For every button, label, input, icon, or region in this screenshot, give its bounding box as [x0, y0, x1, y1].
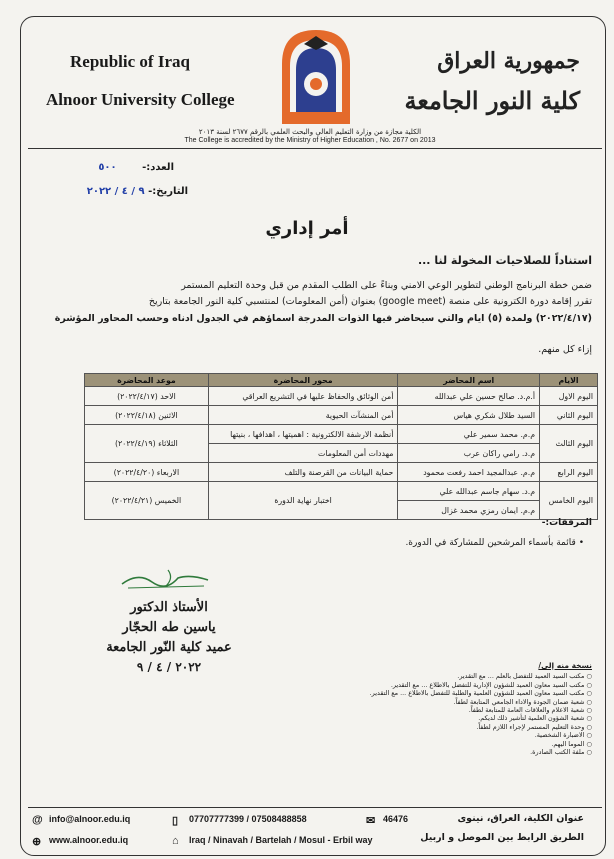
list-item: ○ مكتب السيد معاون العميد للشؤون الإدارية للتفضل بالاطلاع ... مع التقدير.: [390, 680, 592, 689]
row-topic: أمن الوثائق والحفاظ عليها في التشريع العراقي: [208, 387, 398, 406]
row-date: الاثنين (٢٠٢٢/٤/١٨): [85, 406, 209, 425]
email-text: info@alnoor.edu.iq: [49, 814, 131, 824]
table-row: [85, 463, 598, 482]
copies-label: نسخة منه إلى/: [538, 661, 592, 670]
body-line-4: إزاء كل منهم.: [538, 344, 592, 355]
list-item: ○ مكتب السيد معاون العميد للشؤون العلمية والطلبة للتفضل بالاطلاع ... مع التقدير.: [369, 689, 592, 698]
row-lecturer: م.د. رامي راكان عرب: [398, 444, 540, 463]
ref-number-value: ٥٠٠: [98, 162, 117, 173]
at-icon: @: [32, 814, 43, 827]
footer-rule: [28, 807, 602, 808]
signatory-position: عميد كلية النّور الجامعة: [106, 640, 232, 655]
body-line-3: (٢٠٢٢/٤/١٧) ولمدة (٥) ايام والتي سيحاضر فيها الذوات المدرجة اسماؤهم في الجدول ادناه وحسب المحاور المؤشرة: [54, 313, 592, 324]
row-date: الثلاثاء (٢٠٢٢/٤/١٩): [85, 425, 209, 463]
pobox-text: 46476: [383, 814, 409, 824]
footer-address-ar-1: عنوان الكلية، العراق، نينوى: [457, 813, 584, 824]
header-date: موعد المحاضرة: [85, 374, 209, 387]
attachments-item-text: قائمة بأسماء المرشحين للمشاركة في الدورة.: [405, 538, 576, 548]
signature-scribble-icon: [118, 566, 214, 592]
header-rule: [28, 148, 602, 149]
list-item: ○ شعبة الاعلام والعلاقات العامة للمتابعة لطفاً.: [468, 706, 592, 715]
header-day: الايام: [540, 374, 598, 387]
footer-website[interactable]: [32, 835, 129, 849]
footer-pobox: [366, 814, 409, 828]
home-icon: ⌂: [172, 835, 179, 848]
body-line-1: ضمن خطة البرنامج الوطني لتطوير الوعي الامني وبناءً على الطلب المقدم من قبل وحدة التعليم المستمر: [181, 280, 592, 291]
list-item: ○ الاضبارة الشخصية.: [534, 731, 592, 740]
row-day: اليوم الثالث: [540, 425, 598, 463]
list-item: ○ ملفة الكتب الصادرة.: [530, 748, 592, 757]
list-item: ○ وحدة التعليم المستمر لإجراء اللازم لطفاً.: [476, 722, 592, 731]
order-title: أمر إداري: [265, 218, 349, 239]
copies-block: [272, 662, 592, 756]
ref-number: [28, 162, 174, 173]
table-row: [85, 406, 598, 425]
ref-number-label: العدد:-: [142, 162, 174, 173]
address-en-text: Iraq / Ninavah / Bartelah / Mosul - Erbil way: [189, 835, 373, 845]
ref-date: [28, 186, 188, 197]
row-lecturer: م.م. ايمان رمزي محمد غزال: [398, 501, 540, 520]
row-lecturer: أ.م.د. صالح حسين علي عبدالله: [398, 387, 540, 406]
row-day: اليوم الرابع: [540, 463, 598, 482]
footer-address-en: [172, 835, 373, 846]
table-header-row: [85, 374, 598, 387]
signatory-name: ياسين طه الحجّار: [122, 620, 216, 635]
list-item: ○ شعبة الشؤون العلمية لتأشير ذلك لديكم.: [478, 714, 592, 723]
row-lecturer: م.د. سهام جاسم عبدالله علي: [398, 482, 540, 501]
list-item: ○ مكتب السيد العميد للتفضل بالعلم ... مع التقدير.: [457, 672, 592, 681]
row-lecturer: السيد طلال شكري هياس: [398, 406, 540, 425]
header-en-country: Republic of Iraq: [70, 52, 190, 71]
row-lecturer: م.م. محمد سمير علي: [398, 425, 540, 444]
website-text: www.alnoor.edu.iq: [49, 835, 129, 845]
row-topic: أمن المنشآت الحيوية: [208, 406, 398, 425]
phone-icon: ▯: [172, 815, 179, 828]
lecture-schedule-table: [84, 373, 598, 520]
header-topic: محور المحاضرة: [208, 374, 398, 387]
row-topic: حماية البيانات من القرصنة والتلف: [208, 463, 398, 482]
row-day: اليوم الثاني: [540, 406, 598, 425]
row-date: الخميس (٢٠٢٢/٤/٢١): [85, 482, 209, 520]
phones-text: 07707777399 / 07508488858: [189, 814, 307, 824]
header-lecturer: اسم المحاضر: [398, 374, 540, 387]
header-en-college: Alnoor University College: [46, 90, 235, 109]
table-row: [85, 425, 598, 444]
row-date: الاحد (٢٠٢٢/٤/١٧): [85, 387, 209, 406]
row-topic: مهددات أمن المعلومات: [208, 444, 398, 463]
list-item: ○ شعبة ضمان الجودة والاداء الجامعي المتابعة لطفاً.: [453, 697, 592, 706]
globe-icon: ⊕: [32, 836, 42, 849]
body-line-2: تقرر إقامة دورة الكترونية على منصة (google meet) بعنوان (أمن المعلومات) لمنتسبي كلية النور الجامعة بتاريخ: [148, 296, 592, 307]
row-topic: أنظمة الارشفة الالكترونية : اهميتها ، اهدافها ، بنيتها: [208, 425, 398, 444]
table-row: [85, 482, 598, 501]
row-topic: اختبار نهاية الدورة: [208, 482, 398, 520]
accreditation-en: The College is accredited by the Ministry of Higher Education , No. 2677 on 2013: [184, 137, 436, 144]
college-logo: [276, 24, 356, 128]
list-item: ○ الموما اليهم.: [551, 739, 592, 748]
ref-date-label: التاريخ:-: [148, 186, 188, 197]
mail-icon: ✉: [366, 815, 376, 828]
row-lecturer: م.م. عبدالمجيد احمد رفعت محمود: [398, 463, 540, 482]
row-day: اليوم الاول: [540, 387, 598, 406]
footer-phone: [172, 814, 307, 828]
accreditation-ar: الكلية مجازة من وزارة التعليم العالي والبحث العلمي بالرقم ٢٦٧٧ لسنة ٢٠١٣: [198, 128, 422, 136]
header-ar-country: جمهورية العراق: [437, 48, 580, 74]
signatory-title: الأستاذ الدكتور: [130, 600, 208, 615]
table-row: [85, 387, 598, 406]
signature-date: ٢٠٢٢ / ٤ / ٩: [136, 660, 202, 674]
row-date: الاربعاء (٢٠٢٢/٤/٢٠): [85, 463, 209, 482]
attachments-label: المرفقات:-: [541, 518, 592, 528]
authority-heading: استناداً للصلاحيات المخولة لنا ...: [417, 254, 592, 267]
header-ar-college: كلية النور الجامعة: [404, 86, 580, 115]
footer-email[interactable]: [32, 814, 130, 825]
attachments-item: [405, 538, 584, 548]
footer-address-ar-2: الطريق الرابط بين الموصل و اربيل: [420, 832, 584, 843]
bullet-icon: •: [578, 538, 584, 548]
ref-date-value: ٩ / ٤ / ٢٠٢٢: [86, 186, 145, 197]
row-day: اليوم الخامس: [540, 482, 598, 520]
